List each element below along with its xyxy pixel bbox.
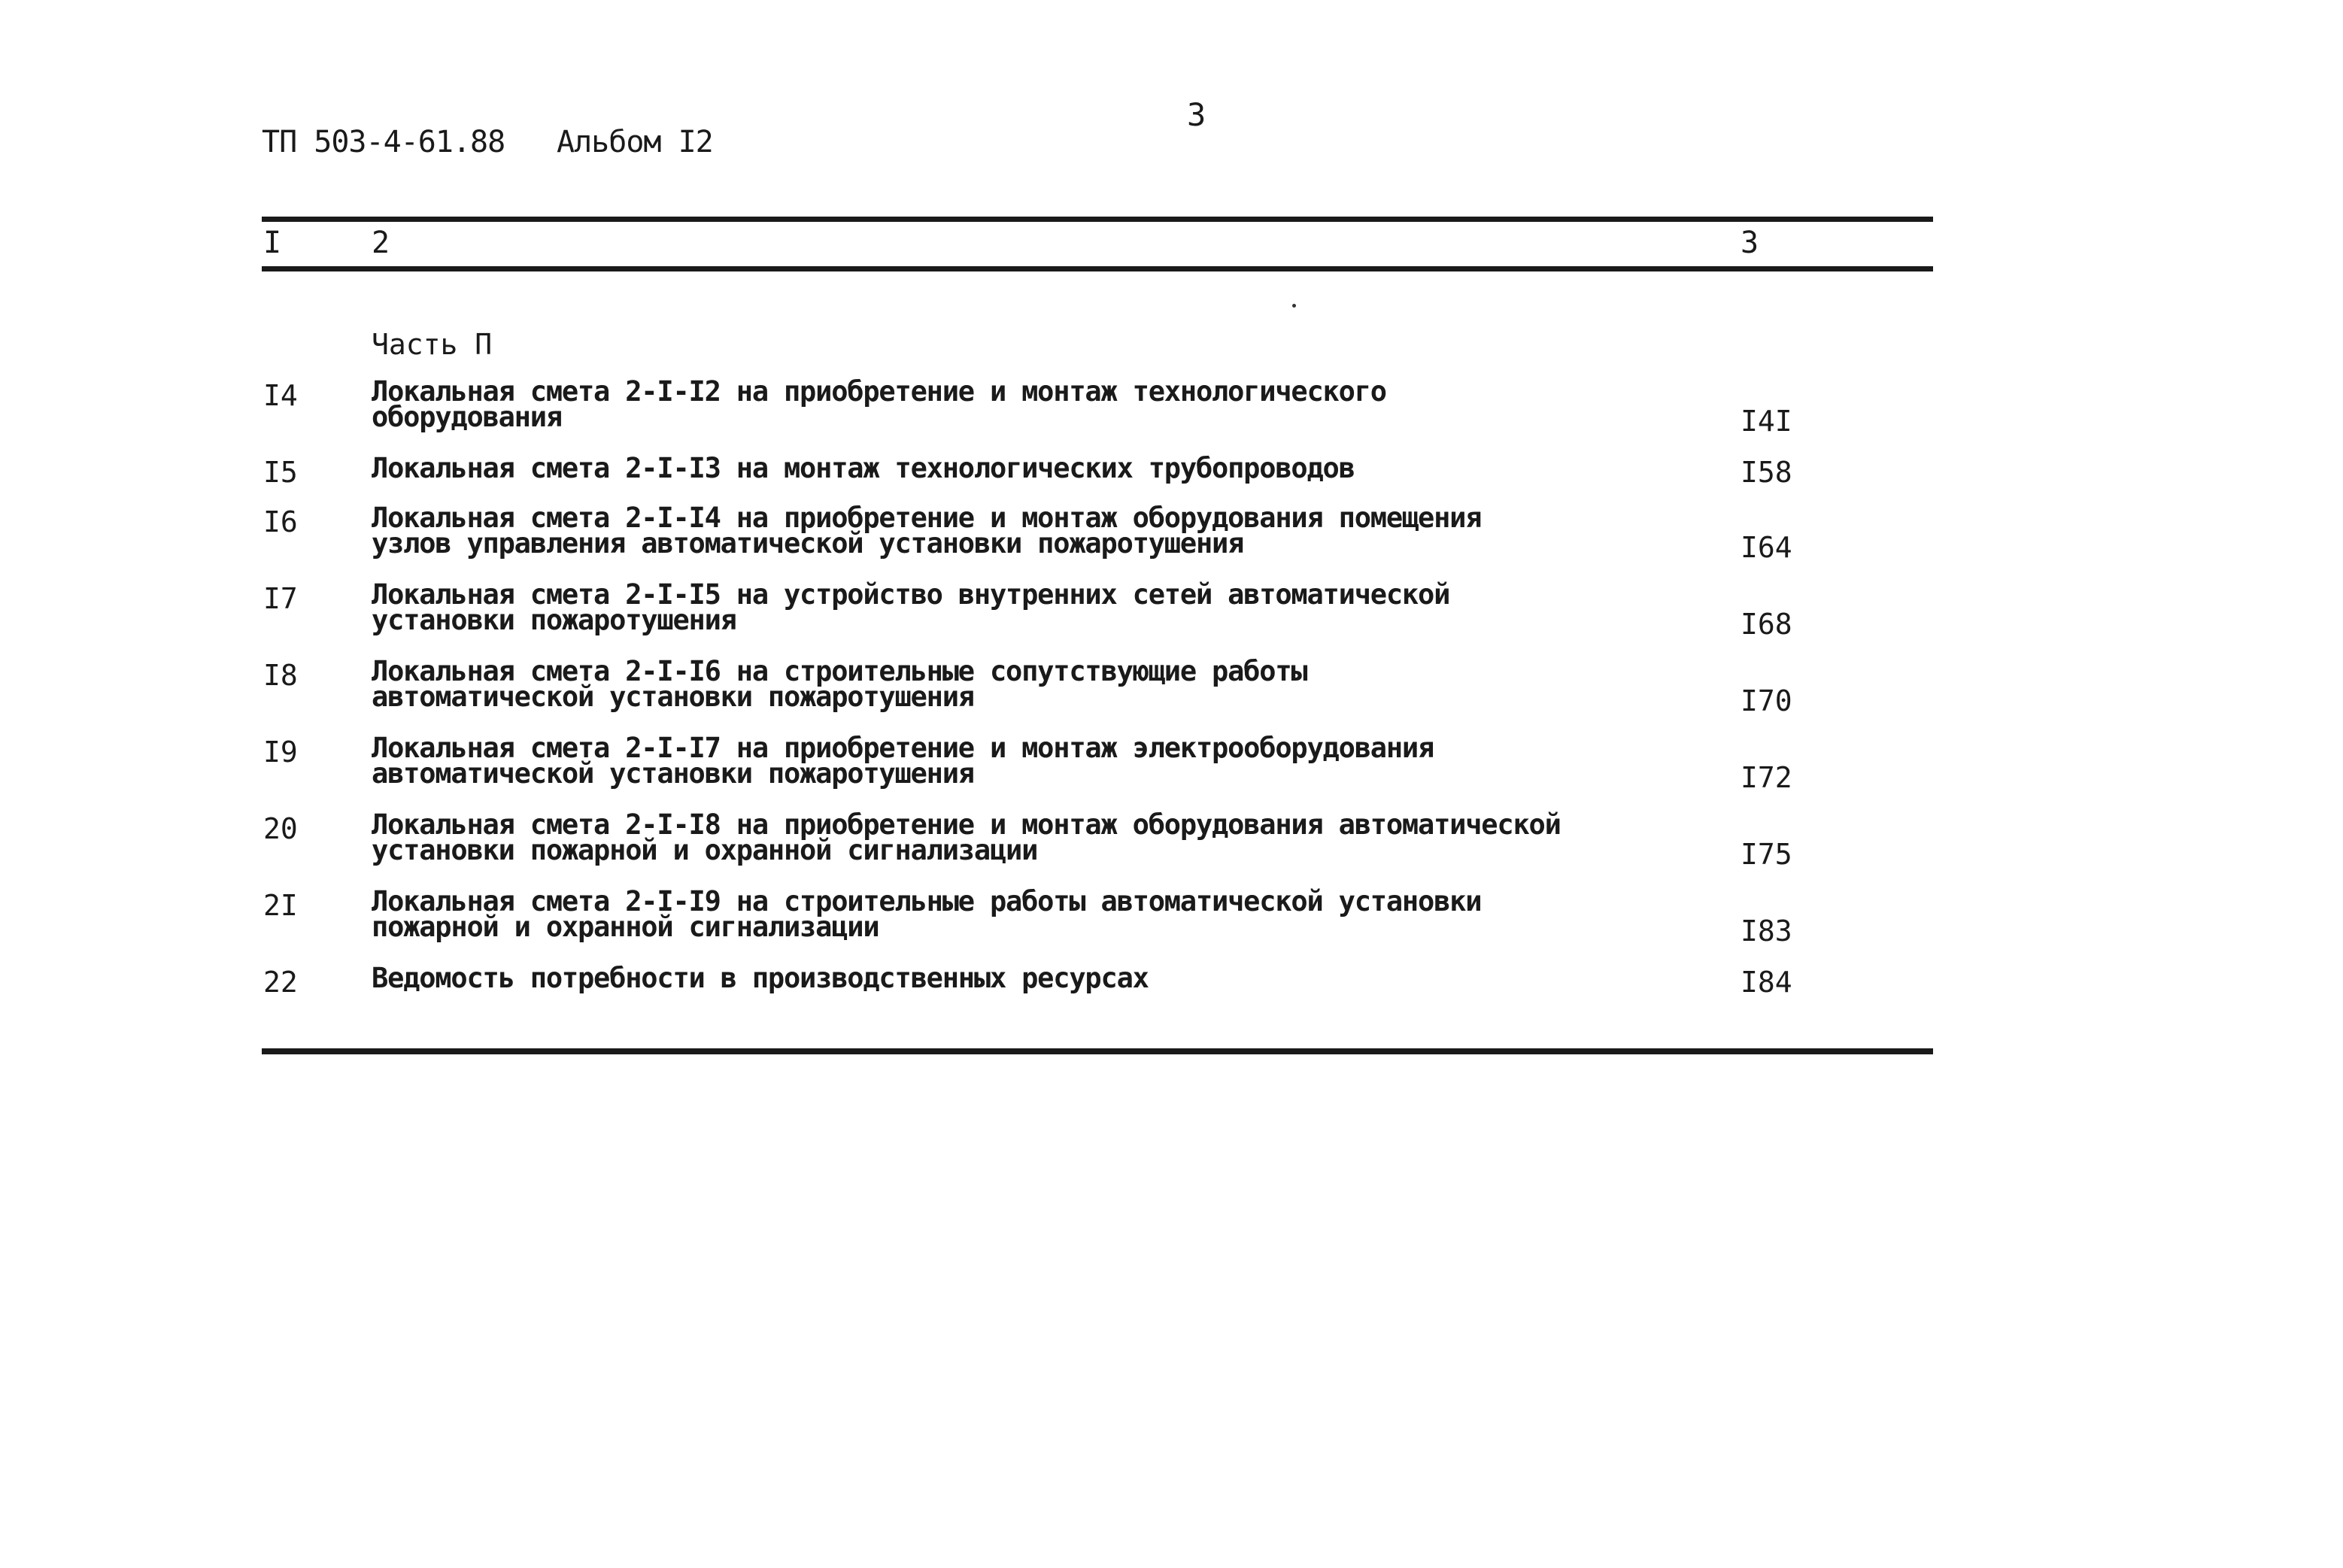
entry-page-number: I4I (1741, 405, 1792, 438)
entry-title-line2: автоматической установки пожаротушения (372, 757, 974, 790)
column-header-page: 3 (1741, 226, 1759, 260)
column-header-number: I (263, 226, 282, 260)
entry-number: I4 (263, 379, 298, 412)
column-header-title: 2 (372, 226, 390, 260)
entry-title-line1: Локальная смета 2-I-I4 на приобретение и монтаж оборудования помещения (372, 502, 1482, 534)
entry-title-line1: Локальная смета 2-I-I3 на монтаж технологических трубопроводов (372, 452, 1355, 484)
table-top-rule (262, 217, 1933, 222)
entry-number: I8 (263, 659, 298, 692)
entry-title-line1: Локальная смета 2-I-I5 на устройство внутренних сетей автоматической (372, 578, 1450, 611)
entry-number: I7 (263, 582, 298, 615)
entry-number: I6 (263, 505, 298, 538)
entry-title-line1: Локальная смета 2-I-I7 на приобретение и монтаж электрооборудования (372, 732, 1434, 764)
table-header-rule (262, 266, 1933, 271)
entry-page-number: I75 (1741, 838, 1792, 871)
entry-number: 2I (263, 889, 298, 922)
entry-page-number: I72 (1741, 761, 1792, 794)
entry-page-number: I70 (1741, 684, 1792, 717)
document-code: ТП 503-4-61.88 (262, 125, 505, 159)
scan-speck (1292, 304, 1296, 308)
entry-number: 20 (263, 812, 298, 845)
entry-title-line2: узлов управления автоматической установки пожаротушения (372, 527, 1244, 560)
entry-title-line2: установки пожарной и охранной сигнализации (372, 834, 1038, 866)
entry-page-number: I83 (1741, 914, 1792, 948)
entry-page-number: I58 (1741, 456, 1792, 489)
entry-page-number: I68 (1741, 608, 1792, 641)
page-number: 3 (1187, 96, 1206, 133)
entry-page-number: I84 (1741, 966, 1792, 999)
entry-title-line1: Ведомость потребности в производственных ресурсах (372, 962, 1149, 994)
entry-title-line1: Локальная смета 2-I-I6 на строительные сопутствующие работы (372, 655, 1307, 687)
album-label: Альбом I2 (557, 125, 713, 159)
entry-number: I9 (263, 735, 298, 769)
entry-title-line2: пожарной и охранной сигнализации (372, 911, 879, 943)
entry-title-line2: автоматической установки пожаротушения (372, 681, 974, 713)
entry-page-number: I64 (1741, 531, 1792, 564)
entry-title-line1: Локальная смета 2-I-I9 на строительные работы автоматической установки (372, 885, 1482, 917)
entry-title-line1: Локальная смета 2-I-I8 на приобретение и монтаж оборудования автоматической (372, 808, 1561, 841)
entry-number: I5 (263, 456, 298, 489)
entry-title-line2: оборудования (372, 401, 562, 433)
table-bottom-rule (262, 1048, 1933, 1054)
entry-title-line1: Локальная смета 2-I-I2 на приобретение и монтаж технологического (372, 375, 1386, 408)
entry-number: 22 (263, 966, 298, 999)
section-title: Часть П (372, 328, 493, 361)
entry-title-line2: установки пожаротушения (372, 604, 736, 636)
